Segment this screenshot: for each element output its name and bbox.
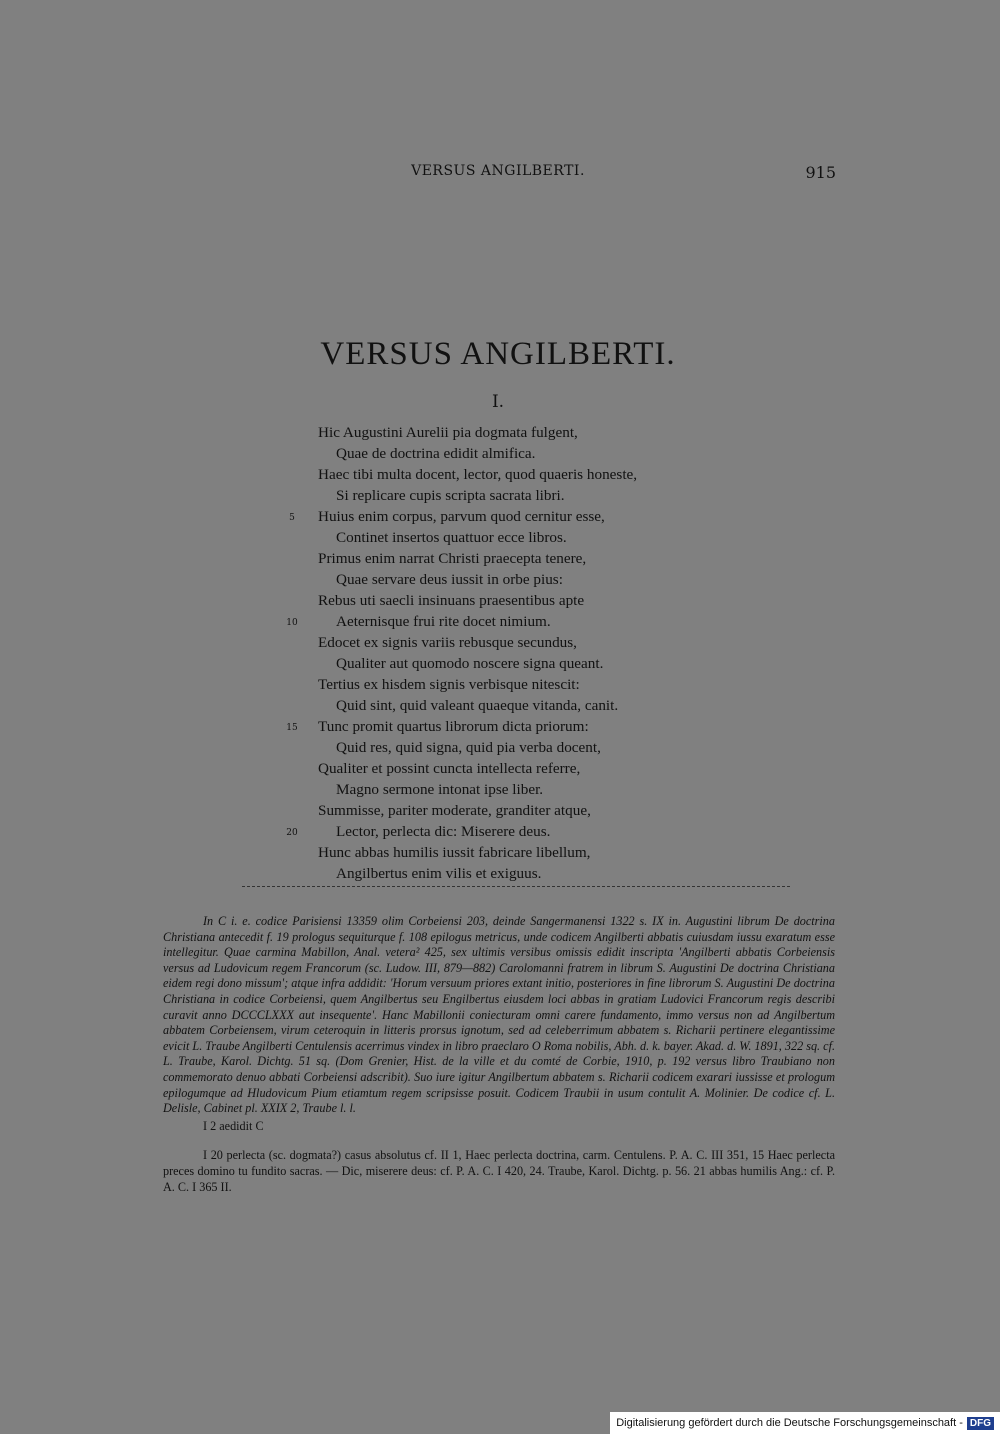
verse-line: Quae servare deus iussit in orbe pius: <box>336 571 563 588</box>
verse-line: Huius enim corpus, parvum quod cernitur esse, <box>318 508 605 525</box>
verse-line: Quae de doctrina edidit almifica. <box>336 445 536 462</box>
verse-line: Haec tibi multa docent, lector, quod quaeris honeste, <box>318 466 638 483</box>
verse-line: Edocet ex signis variis rebusque secundus, <box>318 634 577 651</box>
line-number: 20 <box>286 828 298 838</box>
verse-line: Aeternisque frui rite docet nimium. <box>336 613 551 630</box>
verse-line: Rebus uti saecli insinuans praesentibus apte <box>318 592 585 609</box>
running-title: VERSUS ANGILBERTI. <box>411 163 585 179</box>
section-number: I. <box>491 392 505 412</box>
line-number: 10 <box>286 618 298 628</box>
verse-line: Qualiter aut quomodo noscere signa queant. <box>336 655 604 672</box>
footnote-critical: I 2 aedidit C <box>203 1118 264 1133</box>
verse-line: Summisse, pariter moderate, granditer atque, <box>318 802 591 819</box>
footer-credit <box>610 1412 1000 1434</box>
verse-line: Hunc abbas humilis iussit fabricare libellum, <box>318 844 591 861</box>
verse-line: Quid res, quid signa, quid pia verba docent, <box>336 739 601 756</box>
page-number: 915 <box>805 163 836 182</box>
verse-line: Tertius ex hisdem signis verbisque nitescit: <box>318 676 580 693</box>
verse-line: Continet insertos quattuor ecce libros. <box>336 529 567 546</box>
line-number: 15 <box>286 723 298 733</box>
footnote-separator <box>242 886 790 887</box>
footnote-sources: I 20 perlecta (sc. dogmata?) casus absolutus cf. II 1, Haec perlecta doctrina, carm. Centulens. P. A. C. III 351, 15 Haec perlecta preces domino tu fundito sacras. — Dic, miserere deus: cf. P. A. C. I 420, 24. Traube, Karol. Dichtg. p. 56. 21 abbas humilis Ang.: cf. P. A. C. I 365 II. <box>163 1148 835 1194</box>
verse-line: Angilbertus enim vilis et exiguus. <box>336 865 542 882</box>
verse-line: Qualiter et possint cuncta intellecta referre, <box>318 760 581 777</box>
line-number: 5 <box>289 513 295 523</box>
page-title: VERSUS ANGILBERTI. <box>320 336 676 372</box>
credit-text: Digitalisierung gefördert durch die Deutsche Forschungsgemeinschaft - <box>616 1417 963 1429</box>
verse-line: Quid sint, quid valeant quaeque vitanda, canit. <box>336 697 619 714</box>
footnotes <box>163 914 835 1195</box>
verse-line: Tunc promit quartus librorum dicta priorum: <box>318 718 589 735</box>
verse-line: Si replicare cupis scripta sacrata libri. <box>336 487 565 504</box>
dfg-logo: DFG <box>967 1417 994 1430</box>
verse-line: Hic Augustini Aurelii pia dogmata fulgent, <box>318 424 578 441</box>
footnote-main: In C i. e. codice Parisiensi 13359 olim Corbeiensi 203, deinde Sangermanensi 1322 s. IX in. Augustini librum De doctrina Christiana antecedit f. 19 prologus sequiturque f. 108 epilogus metricus, unde codicem Angilberti abbatis cuiusdam iussu exaratum esse intellegitur. Quae carmina Mabillon, Anal. vetera² 425, sex ultimis versibus omissis edidit inscripta 'Angilberti abbatis Corbeiensis versus ad Ludovicum regem Francorum (sc. Ludow. III, 879—882) Carolomanni fratrem in librum S. Augustini De doctrina Christiana eidem regi dono missum'; atque infra addidit: 'Horum versuum priores extant initio, posteriores in fine librorum S. Augustini De doctrina Christiana in codice Corbeiensi, quem Angilbertus seu Engilbertus eiusdem loci abbas in gratiam Ludovici Francorum regis describi curavit anno DCCCLXXX aut insequente'. Hanc Mabillonii coniecturam omni carere fundamento, immo versus non ad Angilbertum abbatem Corbeiensem, virum ceteroquin in litteris prorsus ignotum, sed ad celeberrimum abbatem s. Richarii pertinere elegantissime evicit L. Traube Angilberti Centulensis acerrimus vindex in libro praeclaro O Roma nobilis, Abh. d. k. bayer. Akad. d. W. 1891, 322 sq. cf. L. Traube, Karol. Dichtg. 51 sq. (Dom Grenier, Hist. de la ville et du comté de Corbie, 1910, p. 192 versus libro Traubiano non commemorato denuo abbati Corbeiensi adscribit). Suo iure igitur Angilbertum abbatem s. Richarii codicem exarari iussisse et prologum epilogumque ad Hludovicum Pium etiamtum regem scripsisse posuit. Codicem Traubii in usum contulit A. Molinier. De codice cf. L. Delisle, Cabinet pl. XXIX 2, Traube l. l. <box>163 914 835 1116</box>
verse-line: Lector, perlecta dic: Miserere deus. <box>336 823 551 840</box>
verse-line: Magno sermone intonat ipse liber. <box>336 781 544 798</box>
verse-line: Primus enim narrat Christi praecepta tenere, <box>318 550 587 567</box>
running-head <box>160 163 836 187</box>
